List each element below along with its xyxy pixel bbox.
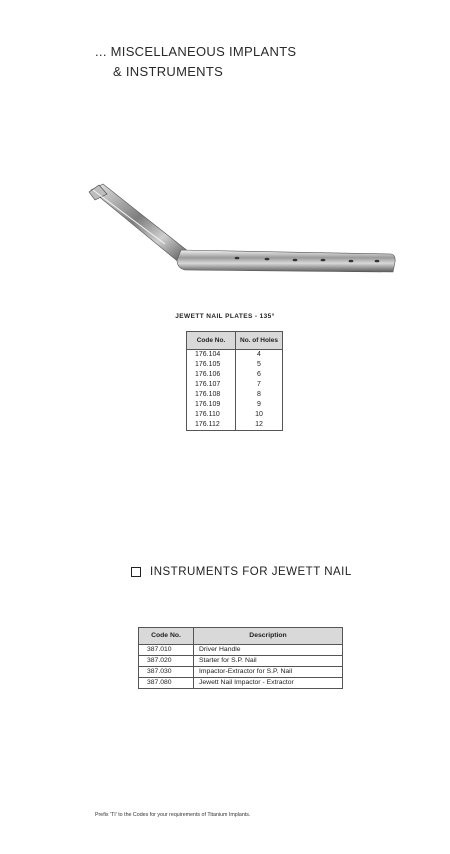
jewett-nail-plate-image [85, 180, 400, 280]
table-row [139, 645, 343, 656]
footer-note: Prefix 'TI' to the Codes for your requirements of Titanium Implants. [95, 812, 251, 818]
table-cell-code: 387.010 [139, 645, 194, 656]
column-header: Description [194, 628, 343, 645]
instruments-table-body [139, 645, 343, 689]
table-cell-desc: Jewett Nail Impactor - Extractor [194, 678, 343, 689]
page-heading [95, 42, 296, 82]
heading-line-1: ... MISCELLANEOUS IMPLANTS [95, 44, 297, 59]
table-cell-code: 176.104 [187, 350, 236, 361]
table-cell-holes: 4 [236, 350, 283, 361]
table-cell-code: 176.105 [187, 360, 236, 370]
table-cell-holes: 9 [236, 400, 283, 410]
table-header-row [187, 332, 283, 350]
table-cell-code: 176.110 [187, 410, 236, 420]
table-cell-code: 387.030 [139, 667, 194, 678]
table-cell-holes: 5 [236, 360, 283, 370]
table-row [187, 380, 283, 390]
implant-caption: JEWETT NAIL PLATES - 135° [175, 313, 275, 320]
table-cell-holes: 8 [236, 390, 283, 400]
table-row [187, 400, 283, 410]
table-cell-desc: Driver Handle [194, 645, 343, 656]
instruments-title-text: INSTRUMENTS FOR JEWETT NAIL [150, 566, 352, 578]
table-cell-code: 387.080 [139, 678, 194, 689]
table-cell-holes: 6 [236, 370, 283, 380]
table-row [139, 667, 343, 678]
column-header: Code No. [187, 332, 236, 350]
column-header: No. of Holes [236, 332, 283, 350]
table-row [187, 350, 283, 361]
table-row [187, 360, 283, 370]
table-cell-desc: Impactor-Extractor for S.P. Nail [194, 667, 343, 678]
table-row [139, 678, 343, 689]
instruments-table [138, 627, 343, 689]
nail-plate-table [186, 331, 283, 431]
table-row [139, 656, 343, 667]
table-cell-code: 176.107 [187, 380, 236, 390]
nail-plate-table-body [187, 350, 283, 431]
table-cell-holes: 7 [236, 380, 283, 390]
checkbox-square-icon [131, 567, 141, 577]
table-row [187, 370, 283, 380]
table-cell-holes: 12 [236, 420, 283, 431]
nail-plate-illustration [85, 180, 400, 280]
table-row [187, 410, 283, 420]
column-header: Code No. [139, 628, 194, 645]
table-row [187, 390, 283, 400]
table-cell-desc: Starter for S.P. Nail [194, 656, 343, 667]
table-cell-code: 176.112 [187, 420, 236, 431]
table-cell-code: 387.020 [139, 656, 194, 667]
table-cell-code: 176.106 [187, 370, 236, 380]
table-cell-code: 176.108 [187, 390, 236, 400]
table-cell-code: 176.109 [187, 400, 236, 410]
heading-line-2: & INSTRUMENTS [113, 64, 224, 79]
table-row [187, 420, 283, 431]
table-header-row [139, 628, 343, 645]
table-cell-holes: 10 [236, 410, 283, 420]
instruments-section-title [131, 566, 352, 578]
